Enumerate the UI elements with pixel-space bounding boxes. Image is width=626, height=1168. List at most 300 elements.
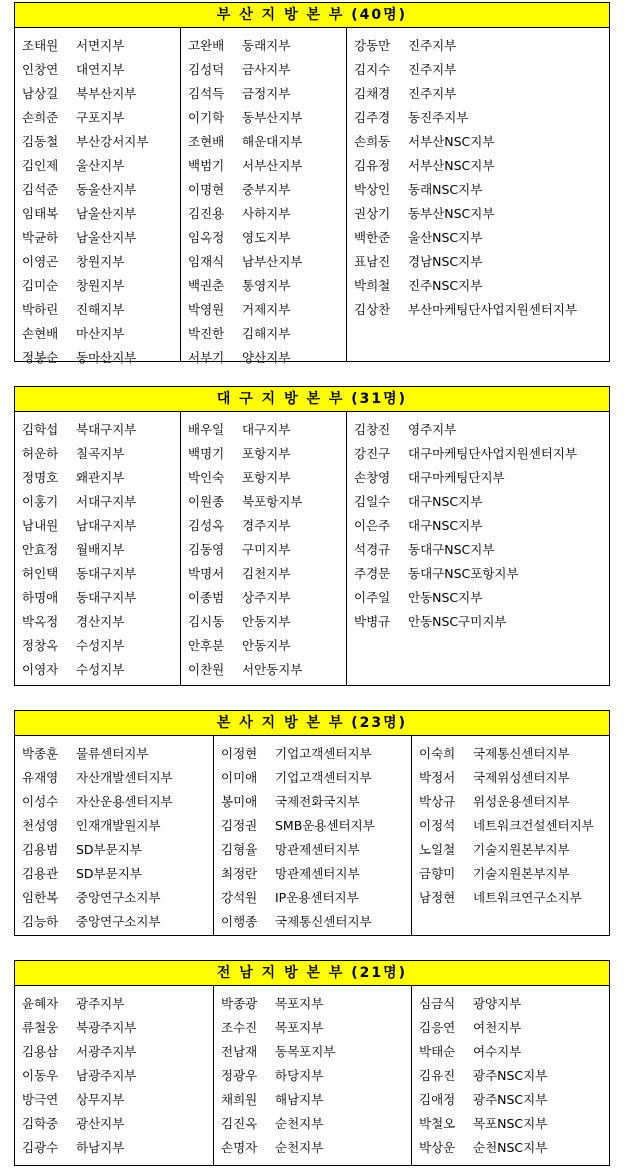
member-row [221, 742, 411, 766]
member-name: 이동우 [22, 1068, 59, 1083]
member-row [354, 202, 609, 226]
member-name: 박상인 [354, 182, 391, 197]
member-row [22, 766, 213, 790]
member-branch: 금사지부 [242, 62, 291, 77]
member-name: 천성영 [22, 818, 59, 833]
member-name: 심금식 [419, 996, 456, 1011]
member-name: 박철오 [419, 1116, 456, 1131]
member-row [354, 58, 609, 82]
member-branch: IP운용센터지부 [275, 890, 359, 905]
member-branch: 중부지부 [242, 182, 291, 197]
member-row [22, 1088, 213, 1112]
member-row [221, 838, 411, 862]
member-name: 이행종 [221, 914, 258, 929]
member-row [419, 814, 609, 838]
column-1 [15, 736, 213, 936]
member-name: 박병규 [354, 614, 391, 629]
member-branch: 북광주지부 [76, 1020, 137, 1035]
member-branch: 안동지부 [242, 614, 291, 629]
member-row [22, 226, 180, 250]
column-1 [15, 28, 180, 365]
member-name: 표남진 [354, 254, 391, 269]
member-name: 박옥정 [22, 614, 59, 629]
member-name: 손희동 [354, 134, 391, 149]
member-row [22, 1040, 213, 1064]
member-row [419, 992, 609, 1016]
member-branch: 수성지부 [76, 638, 125, 653]
member-name: 김응연 [419, 1020, 456, 1035]
member-name: 고완배 [188, 38, 225, 53]
member-branch: 중앙연구소지부 [76, 890, 161, 905]
member-row [188, 202, 346, 226]
member-name: 노일철 [419, 842, 456, 857]
member-name: 임재식 [188, 254, 225, 269]
member-branch: 남광주지부 [76, 1068, 137, 1083]
member-row [354, 154, 609, 178]
member-row [354, 418, 609, 442]
member-row [354, 250, 609, 274]
member-branch: 동래지부 [242, 38, 291, 53]
member-branch: 목포NSC지부 [473, 1116, 548, 1131]
column-3 [411, 986, 609, 1166]
member-row [188, 610, 346, 634]
member-branch: 북대구지부 [76, 422, 137, 437]
member-row [22, 1136, 213, 1160]
member-name: 백명기 [188, 446, 225, 461]
member-name: 박진한 [188, 326, 225, 341]
member-branch: 남울산지부 [76, 230, 137, 245]
member-row [221, 1088, 411, 1112]
member-branch: 동대구NSC지부 [408, 542, 495, 557]
member-row [22, 658, 180, 682]
member-branch: 수성지부 [76, 662, 125, 677]
member-name: 정봉순 [22, 350, 59, 365]
member-row [22, 586, 180, 610]
member-row [188, 106, 346, 130]
member-branch: 광양지부 [473, 996, 522, 1011]
member-branch: 칠곡지부 [76, 446, 125, 461]
member-name: 손희준 [22, 110, 59, 125]
member-name: 박정서 [419, 770, 456, 785]
member-branch: 부산강서지부 [76, 134, 149, 149]
member-row [419, 1088, 609, 1112]
member-row [354, 466, 609, 490]
member-row [22, 490, 180, 514]
member-branch: 순천NSC지부 [473, 1140, 548, 1155]
member-row [188, 34, 346, 58]
member-name: 최정란 [221, 866, 258, 881]
section-title: 대 구 지 방 본 부 (31명) [15, 387, 609, 412]
member-name: 김일수 [354, 494, 391, 509]
member-name: 김동철 [22, 134, 59, 149]
member-row [354, 226, 609, 250]
member-branch: 영주지부 [408, 422, 457, 437]
member-name: 백범기 [188, 158, 225, 173]
member-row [354, 586, 609, 610]
member-name: 안후분 [188, 638, 225, 653]
column-2 [213, 986, 411, 1166]
member-branch: 자산개발센터지부 [76, 770, 173, 785]
member-branch: 금정지부 [242, 86, 291, 101]
member-row [221, 1136, 411, 1160]
member-branch: 울산지부 [76, 158, 125, 173]
member-row [354, 610, 609, 634]
column-1 [15, 986, 213, 1166]
member-branch: 남대구지부 [76, 518, 137, 533]
member-branch: 물류센터지부 [76, 746, 149, 761]
member-row [419, 1136, 609, 1160]
member-branch: 김천지부 [242, 566, 291, 581]
member-branch: 국제통신센터지부 [473, 746, 570, 761]
member-branch: 안동지부 [242, 638, 291, 653]
member-name: 하명애 [22, 590, 59, 605]
member-row [22, 992, 213, 1016]
member-branch: 국제전화국지부 [275, 794, 360, 809]
member-name: 금향미 [419, 866, 456, 881]
member-name: 이원종 [188, 494, 225, 509]
member-name: 허운하 [22, 446, 59, 461]
member-row [419, 1016, 609, 1040]
member-row [188, 130, 346, 154]
member-branch: 상무지부 [76, 1092, 125, 1107]
member-branch: 동진주지부 [408, 110, 469, 125]
member-branch: 목포지부 [275, 1020, 324, 1035]
member-branch: 기술지원본부지부 [473, 842, 570, 857]
member-branch: 동목포지부 [275, 1044, 336, 1059]
member-row [188, 322, 346, 346]
member-name: 이은주 [354, 518, 391, 533]
member-name: 허인택 [22, 566, 59, 581]
member-row [22, 442, 180, 466]
member-row [188, 490, 346, 514]
member-name: 김진용 [188, 206, 225, 221]
member-name: 이성수 [22, 794, 59, 809]
member-row [22, 466, 180, 490]
member-row [22, 790, 213, 814]
member-branch: 김해지부 [242, 326, 291, 341]
member-name: 정명호 [22, 470, 59, 485]
member-row [22, 154, 180, 178]
member-branch: 월배지부 [76, 542, 125, 557]
member-name: 김시동 [188, 614, 225, 629]
member-name: 김성덕 [188, 62, 225, 77]
column-3 [346, 28, 609, 362]
member-row [22, 1112, 213, 1136]
member-branch: 서부산지부 [242, 158, 303, 173]
member-branch: 동대구지부 [76, 566, 137, 581]
member-name: 박영원 [188, 302, 225, 317]
member-row [188, 154, 346, 178]
member-name: 김정권 [221, 818, 258, 833]
member-name: 김광수 [22, 1140, 59, 1155]
member-name: 박태순 [419, 1044, 456, 1059]
member-row [22, 538, 180, 562]
member-row [22, 130, 180, 154]
member-name: 석경규 [354, 542, 391, 557]
member-name: 이정석 [419, 818, 456, 833]
member-row [188, 226, 346, 250]
member-branch: 진주지부 [408, 38, 457, 53]
member-row [188, 274, 346, 298]
member-branch: 여수지부 [473, 1044, 522, 1059]
column-3 [346, 412, 609, 686]
member-name: 남정현 [419, 890, 456, 905]
member-branch: 창원지부 [76, 254, 125, 269]
member-name: 김상찬 [354, 302, 391, 317]
member-row [22, 1016, 213, 1040]
member-row [22, 742, 213, 766]
member-name: 박종훈 [22, 746, 59, 761]
member-row [354, 106, 609, 130]
member-row [354, 274, 609, 298]
member-row [188, 418, 346, 442]
member-name: 김창진 [354, 422, 391, 437]
member-branch: 안동NSC지부 [408, 590, 483, 605]
member-row [188, 658, 346, 682]
member-name: 이명현 [188, 182, 225, 197]
member-branch: 하남지부 [76, 1140, 125, 1155]
member-branch: 위성운용센터지부 [473, 794, 570, 809]
member-name: 박인숙 [188, 470, 225, 485]
member-name: 배우일 [188, 422, 225, 437]
member-name: 강동만 [354, 38, 391, 53]
member-row [354, 514, 609, 538]
member-branch: 하당지부 [275, 1068, 324, 1083]
section-title: 본 사 지 방 본 부 (23명) [15, 711, 609, 736]
member-branch: 진주지부 [408, 62, 457, 77]
member-row [419, 1064, 609, 1088]
member-name: 서부기 [188, 350, 225, 365]
member-row [188, 514, 346, 538]
member-name: 박명서 [188, 566, 225, 581]
member-row [221, 1064, 411, 1088]
member-row [419, 838, 609, 862]
member-row [188, 634, 346, 658]
member-row [22, 610, 180, 634]
member-branch: 대구NSC지부 [408, 494, 483, 509]
member-name: 백한준 [354, 230, 391, 245]
column-1 [15, 412, 180, 686]
member-name: 손명자 [221, 1140, 258, 1155]
member-name: 김석준 [22, 182, 59, 197]
member-name: 강진구 [354, 446, 391, 461]
member-name: 김채경 [354, 86, 391, 101]
member-name: 윤혜자 [22, 996, 59, 1011]
member-name: 남내원 [22, 518, 59, 533]
member-row [188, 562, 346, 586]
member-row [221, 1112, 411, 1136]
member-branch: 해운대지부 [242, 134, 303, 149]
member-name: 봉미애 [221, 794, 258, 809]
member-row [22, 838, 213, 862]
member-branch: 여천지부 [473, 1020, 522, 1035]
member-row [354, 538, 609, 562]
member-name: 이종범 [188, 590, 225, 605]
member-name: 조태원 [22, 38, 59, 53]
member-branch: 동대구NSC포항지부 [408, 566, 519, 581]
member-branch: 진해지부 [76, 302, 125, 317]
member-name: 김주경 [354, 110, 391, 125]
member-branch: 마산지부 [76, 326, 125, 341]
member-row [22, 178, 180, 202]
member-branch: 기술지원본부지부 [473, 866, 570, 881]
column-2 [180, 412, 346, 686]
member-row [22, 274, 180, 298]
member-name: 이정현 [221, 746, 258, 761]
member-name: 김용관 [22, 866, 59, 881]
member-row [221, 790, 411, 814]
member-branch: 남울산지부 [76, 206, 137, 221]
member-row [419, 766, 609, 790]
member-row [354, 82, 609, 106]
member-branch: 북포항지부 [242, 494, 303, 509]
member-name: 이미애 [221, 770, 258, 785]
member-row [188, 178, 346, 202]
member-branch: 동대구지부 [76, 590, 137, 605]
member-row [221, 910, 411, 934]
member-branch: 동부산NSC지부 [408, 206, 495, 221]
member-branch: 광주NSC지부 [473, 1068, 548, 1083]
member-branch: 기업고객센터지부 [275, 770, 372, 785]
member-name: 김미순 [22, 278, 59, 293]
member-row [188, 586, 346, 610]
member-name: 손창영 [354, 470, 391, 485]
member-row [22, 322, 180, 346]
member-name: 조현배 [188, 134, 225, 149]
column-3 [411, 736, 609, 936]
member-row [188, 82, 346, 106]
member-branch: 경남NSC지부 [408, 254, 483, 269]
member-row [188, 538, 346, 562]
member-name: 박균하 [22, 230, 59, 245]
section-jeonnam [14, 960, 610, 1166]
member-branch: 목포지부 [275, 996, 324, 1011]
member-name: 이찬원 [188, 662, 225, 677]
member-row [22, 82, 180, 106]
member-name: 이영자 [22, 662, 59, 677]
member-name: 박희철 [354, 278, 391, 293]
member-row [188, 466, 346, 490]
member-row [22, 1064, 213, 1088]
member-name: 김능하 [22, 914, 59, 929]
member-name: 안효정 [22, 542, 59, 557]
member-name: 박상운 [419, 1140, 456, 1155]
member-branch: 부산마케팅단사업지원센터지부 [408, 302, 578, 317]
member-row [188, 346, 346, 370]
member-branch: 국제통신센터지부 [275, 914, 372, 929]
member-name: 김석득 [188, 86, 225, 101]
member-branch: 해남지부 [275, 1092, 324, 1107]
member-name: 권상기 [354, 206, 391, 221]
member-branch: 창원지부 [76, 278, 125, 293]
section-busan [14, 2, 610, 365]
member-row [419, 886, 609, 910]
member-branch: 네트워크건설센터지부 [473, 818, 594, 833]
member-row [188, 58, 346, 82]
member-row [188, 250, 346, 274]
member-branch: 대구마케팅단사업지원센터지부 [408, 446, 578, 461]
member-branch: 왜관지부 [76, 470, 125, 485]
member-branch: SMB운용센터지부 [275, 818, 375, 833]
member-row [22, 298, 180, 322]
member-name: 김유진 [419, 1068, 456, 1083]
member-branch: 양산지부 [242, 350, 291, 365]
member-name: 임한복 [22, 890, 59, 905]
section-headquarters [14, 710, 610, 936]
member-row [22, 250, 180, 274]
member-name: 이홍기 [22, 494, 59, 509]
section-title: 전 남 지 방 본 부 (21명) [15, 961, 609, 986]
member-branch: 광산지부 [76, 1116, 125, 1131]
member-name: 이주일 [354, 590, 391, 605]
member-branch: 네트워크연구소지부 [473, 890, 582, 905]
member-name: 김지수 [354, 62, 391, 77]
member-row [22, 634, 180, 658]
member-name: 유재영 [22, 770, 59, 785]
member-row [22, 514, 180, 538]
member-branch: 구미지부 [242, 542, 291, 557]
column-2 [213, 736, 411, 936]
member-name: 주경문 [354, 566, 391, 581]
member-branch: 경산지부 [76, 614, 125, 629]
member-name: 김성옥 [188, 518, 225, 533]
member-branch: 동래NSC지부 [408, 182, 483, 197]
member-row [22, 814, 213, 838]
member-branch: 경주지부 [242, 518, 291, 533]
column-2 [180, 28, 346, 365]
member-name: 류철웅 [22, 1020, 59, 1035]
member-name: 정광우 [221, 1068, 258, 1083]
member-branch: 망관제센터지부 [275, 842, 360, 857]
member-row [221, 886, 411, 910]
member-name: 인창연 [22, 62, 59, 77]
member-branch: SD부문지부 [76, 842, 142, 857]
member-branch: 서대구지부 [76, 494, 137, 509]
member-branch: 광주지부 [76, 996, 125, 1011]
member-row [22, 562, 180, 586]
member-name: 방극연 [22, 1092, 59, 1107]
member-branch: 서안동지부 [242, 662, 303, 677]
member-name: 강석원 [221, 890, 258, 905]
member-row [22, 862, 213, 886]
member-row [22, 34, 180, 58]
member-row [354, 490, 609, 514]
member-branch: 구포지부 [76, 110, 125, 125]
member-row [419, 742, 609, 766]
member-branch: 남부산지부 [242, 254, 303, 269]
member-row [221, 1040, 411, 1064]
member-name: 김유정 [354, 158, 391, 173]
member-name: 이영곤 [22, 254, 59, 269]
member-branch: 포항지부 [242, 470, 291, 485]
member-row [22, 346, 180, 370]
member-row [354, 178, 609, 202]
member-branch: 북부산지부 [76, 86, 137, 101]
member-name: 정창옥 [22, 638, 59, 653]
member-name: 김용범 [22, 842, 59, 857]
member-branch: 인재개발원지부 [76, 818, 161, 833]
member-row [221, 814, 411, 838]
member-branch: 서면지부 [76, 38, 125, 53]
member-branch: 서부산NSC지부 [408, 158, 495, 173]
member-branch: 국제위성센터지부 [473, 770, 570, 785]
member-branch: 진주NSC지부 [408, 278, 483, 293]
member-row [22, 202, 180, 226]
member-row [188, 442, 346, 466]
member-branch: 서부산NSC지부 [408, 134, 495, 149]
member-name: 김용삼 [22, 1044, 59, 1059]
member-branch: 상주지부 [242, 590, 291, 605]
